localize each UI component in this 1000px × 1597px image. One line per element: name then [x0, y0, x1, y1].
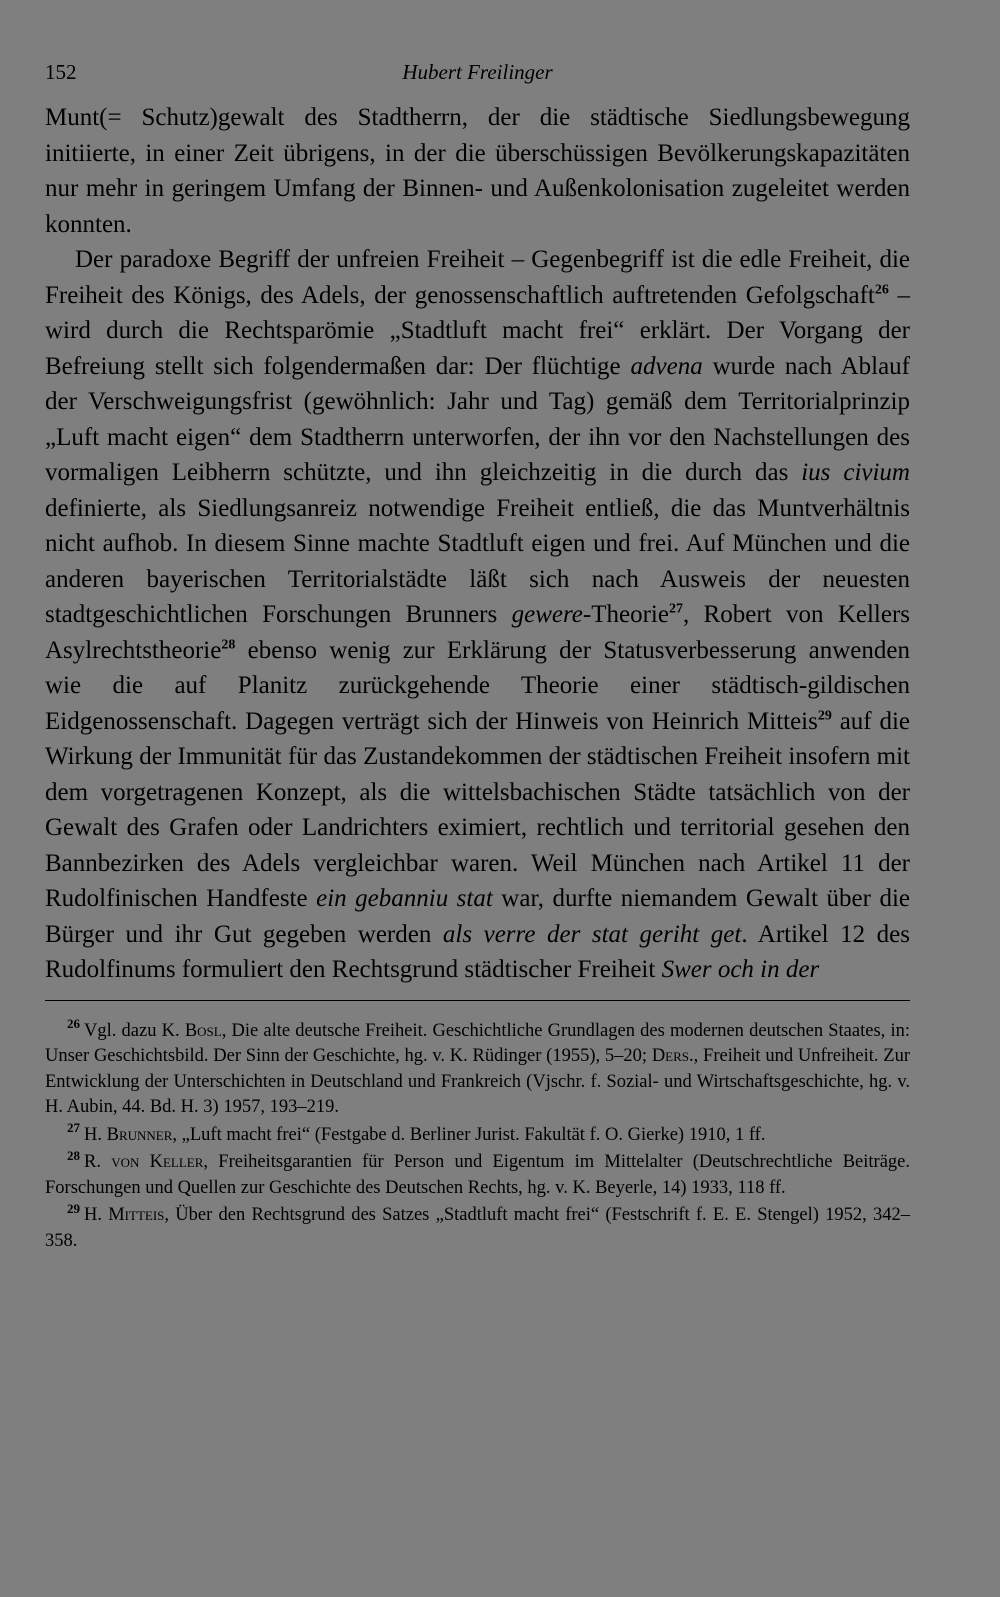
italic-term-advena: advena — [630, 352, 703, 380]
footnote-29 — [45, 1200, 910, 1254]
running-head: Hubert Freilinger — [402, 60, 553, 84]
footnote-number: 26 — [67, 1016, 80, 1032]
italic-term-ius-civium: ius civium — [801, 459, 910, 486]
text-span: , „Luft macht frei“ (Festgabe d. Berliner Jurist. Fakultät f. O. Gierke) 1910, 1 ff. — [172, 1124, 766, 1145]
footnote-number: 27 — [67, 1120, 80, 1136]
paragraph-1: Munt(= Schutz)gewalt des Stadtherrn, der die städtische Siedlungsbewegung initiierte, in einer Zeit übrigens, in der die überschüssigen Bevölkerungskapazitäten nur mehr in geringem Umfang der Binnen- und Außenkolonisation zugeleitet werden konnten. — [45, 104, 910, 238]
footnote-ref-28[interactable]: 28 — [221, 637, 236, 653]
page-number: 152 — [45, 60, 77, 84]
footnote-28 — [45, 1147, 910, 1201]
text-span: , Die alte deutsche Freiheit. Geschichtliche Grundlagen des modernen deutschen Staates, in: Unser Geschichtsbild. Der Sinn der Geschichte, hg. v. K. Rüdinger (1955), 5–20; — [45, 1020, 910, 1066]
italic-quote-verre: als verre der stat geriht get — [442, 920, 742, 948]
page-header — [45, 60, 910, 100]
text-span: R. — [84, 1152, 112, 1172]
text-span: . Artikel 12 des Rudolfinums formuliert den Rechtsgrund städtischer Freiheit — [45, 920, 910, 983]
text-span: , Freiheitsgarantien für Person und Eigentum im Mittelalter (Deutschrechtliche Beiträge. Forschungen und Quellen zur Geschichte des Deutschen Rechts, hg. v. K. Beyerle, 14) 1933, 118 ff. — [45, 1152, 910, 1198]
footnote-number: 28 — [67, 1147, 80, 1163]
author-name: Brunner — [106, 1124, 173, 1145]
italic-term-gewere: gewere — [511, 601, 583, 628]
text-span: , Freiheit und Unfreiheit. Zur Entwicklung der Unterschichten in Deutschland und Frankreich (Vjschr. f. Sozial- und Wirtschaftsgeschichte, hg. v. H. Aubin, 44. Bd. H. 3) 1957, 193–219. — [45, 1046, 910, 1117]
text-span: wurde nach Ablauf der Verschweigungsfrist (gewöhnlich: Jahr und Tag) gemäß dem Territorialprinzip „Luft macht eigen“ dem Stadtherrn unterworfen, der ihn vor den Nachstellungen des vormaligen Leibherrn schützte, und ihn gleichzeitig in die durch das — [45, 352, 910, 486]
text-span: Der paradoxe Begriff der unfreien Freiheit – Gegenbegriff ist die edle Freiheit, die Freiheit des Königs, des Adels, der genossenschaftlich auftretenden Gefolgschaft — [45, 246, 910, 309]
paragraph-2 — [45, 242, 910, 988]
footnote-ref-27[interactable]: 27 — [668, 601, 683, 617]
text-span: ebenso wenig zur Erklärung der Statusverbesserung anwenden wie die auf Planitz zurückgehende Theorie einer städtisch-gildischen Eidgenossenschaft. Dagegen verträgt sich der Hinweis von Heinrich Mitteis — [45, 636, 910, 735]
italic-quote-swer: Swer och in der — [661, 956, 820, 983]
author-name: Ders. — [651, 1046, 694, 1066]
author-name: Bosl — [184, 1020, 222, 1041]
text-span: , Robert von Kellers Asylrechtstheorie — [45, 601, 911, 664]
main-text — [45, 100, 910, 988]
footnotes — [45, 1016, 910, 1255]
footnote-number: 29 — [67, 1200, 80, 1216]
text-span: H. — [84, 1205, 109, 1225]
text-span: , Über den Rechtsgrund des Satzes „Stadtluft macht frei“ (Festschrift f. E. E. Stengel) 1952, 342–358. — [45, 1205, 910, 1251]
footnote-divider — [45, 1000, 910, 1001]
text-span: war, durfte niemandem Gewalt über die Bürger und ihr Gut gegeben werden — [45, 885, 910, 948]
footnote-ref-26[interactable]: 26 — [874, 282, 889, 298]
footnote-27 — [45, 1120, 910, 1149]
book-page — [45, 60, 910, 1256]
footnote-26 — [45, 1016, 910, 1121]
text-span: auf die Wirkung der Immunität für das Zustandekommen der städtischen Freiheit insofern mit dem vorgetragenen Konzept, als die wittelsbachischen Städte tatsächlich von der Gewalt des Grafen oder Landrichters eximiert, rechtlich und territorial gesehen den Bannbezirken des Adels vergleichbar waren. Weil München nach Artikel 11 der Rudolfinischen Handfeste — [45, 707, 910, 912]
italic-quote-gebanniu-stat: ein gebanniu stat — [316, 885, 493, 912]
author-name: Mitteis — [108, 1205, 165, 1225]
text-span: -Theorie — [582, 601, 669, 628]
text-span: Vgl. dazu K. — [84, 1020, 185, 1041]
text-span: – wird durch die Rechtsparömie „Stadtluft macht frei“ erklärt. Der Vorgang der Befreiung stellt sich folgendermaßen dar: Der flüchtige — [45, 281, 910, 380]
footnote-ref-29[interactable]: 29 — [817, 708, 832, 724]
author-name: von Keller — [111, 1152, 204, 1172]
text-span: definierte, als Siedlungsanreiz notwendige Freiheit entließ, die das Muntverhältnis nicht aufhob. In diesem Sinne machte Stadtluft eigen und frei. Auf München und die anderen bayerischen Territorialstädte läßt sich nach Ausweis der neuesten stadtgeschichtlichen Forschungen Brunners — [45, 494, 910, 628]
text-span: H. — [84, 1124, 107, 1145]
